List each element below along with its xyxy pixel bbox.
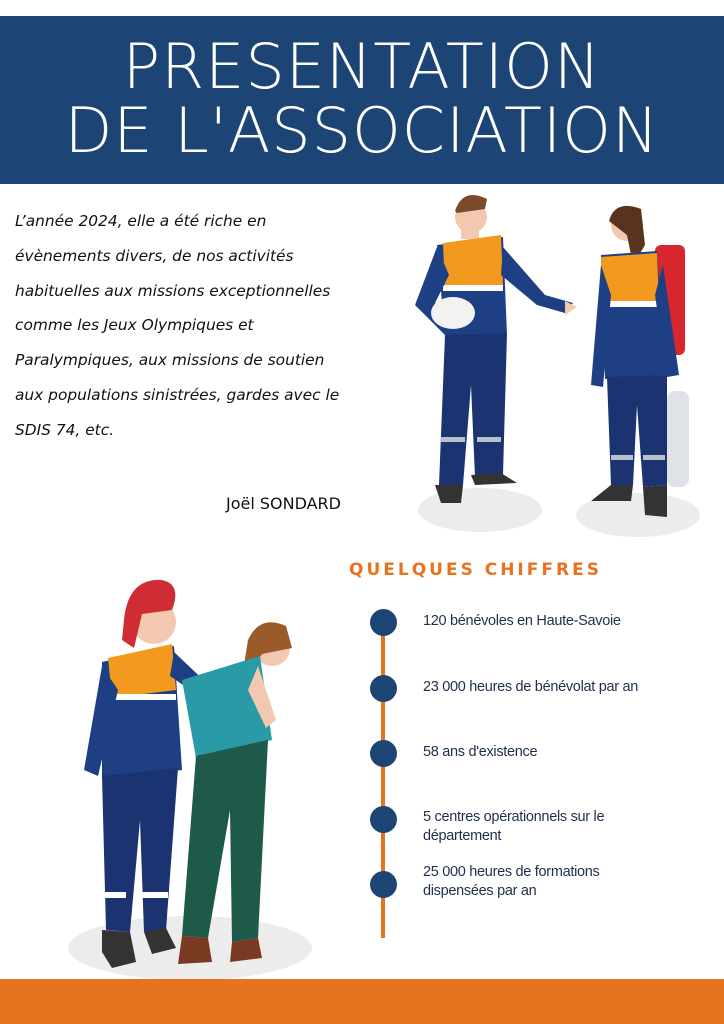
stat-volunteers: 120 bénévoles en Haute-Savoie xyxy=(423,613,621,629)
page-title-line-2: DE L'ASSOCIATION xyxy=(64,94,660,167)
stat-operational-centers: 5 centres opérationnels sur le département xyxy=(423,809,605,844)
timeline-dot xyxy=(370,806,397,833)
first-aid-illustration xyxy=(62,570,312,985)
page-title-line-1: PRESENTATION xyxy=(122,30,602,103)
footer-bar xyxy=(0,979,724,1024)
timeline-dot xyxy=(370,740,397,767)
timeline-dot xyxy=(370,675,397,702)
timeline-dot xyxy=(370,609,397,636)
stat-volunteer-hours: 23 000 heures de bénévolat par an xyxy=(423,679,639,695)
stat-training-hours: 25 000 heures de formations dispensées par an xyxy=(423,864,600,899)
quote-author: Joël SONDARD xyxy=(225,494,341,513)
timeline-dot xyxy=(370,871,397,898)
rescuers-illustration xyxy=(405,185,705,550)
stats-title: QUELQUES CHIFFRES xyxy=(349,560,602,580)
stat-years-existence: 58 ans d'existence xyxy=(423,744,538,760)
intro-quote: L’année 2024, elle a été riche en évènements divers, de nos activités habituelles aux missions exceptionnelles comme les Jeux Olympiques et Paralympiques, aux missions de soutien aux populations sinistrées, gardes avec le SDIS 74, etc. xyxy=(15,212,340,439)
